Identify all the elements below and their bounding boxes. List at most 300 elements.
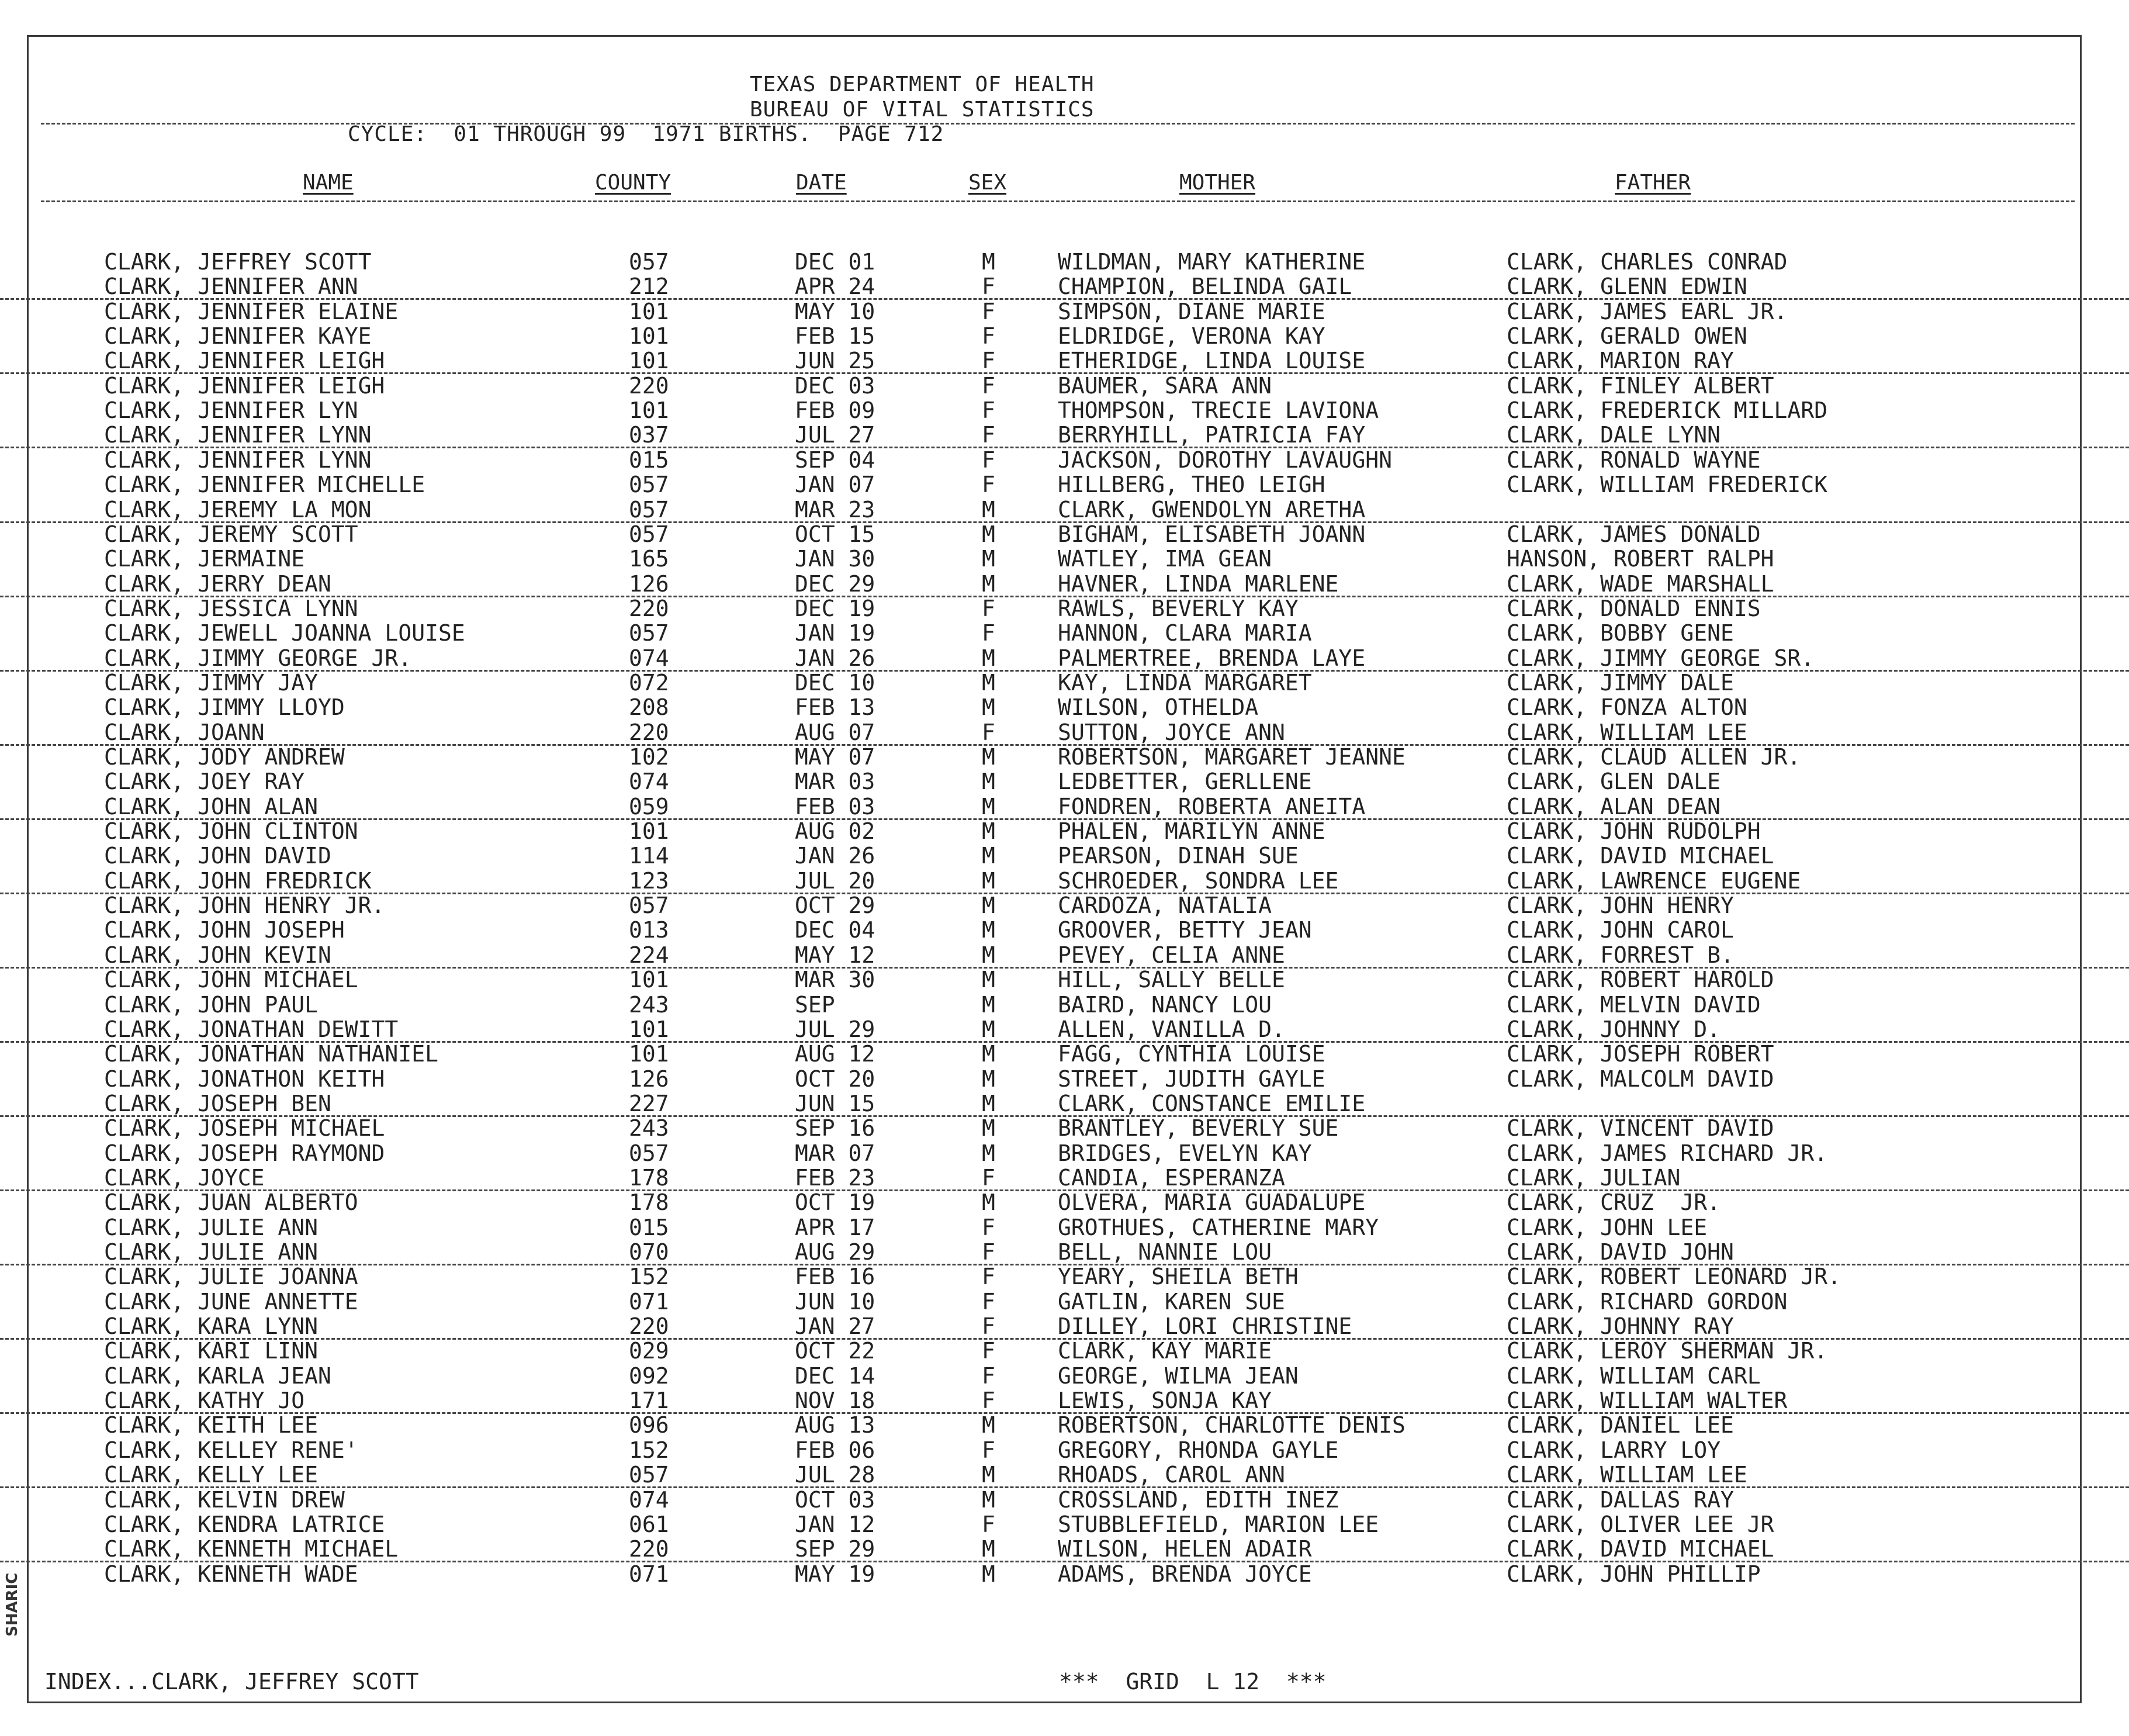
cell-name: CLARK, JENNIFER LYNN — [104, 422, 372, 448]
cell-date: FEB 03 — [795, 794, 875, 819]
cell-mother: CROSSLAND, EDITH INEZ — [1058, 1487, 1339, 1513]
cell-father: CLARK, LARRY LOY — [1507, 1437, 1721, 1463]
table-row — [0, 1066, 2129, 1091]
table-row — [0, 694, 2129, 719]
cell-date: FEB 16 — [795, 1264, 875, 1289]
table-row — [0, 868, 2129, 894]
table-row — [0, 843, 2129, 867]
cell-sex: F — [982, 1165, 995, 1191]
cell-county: 072 — [629, 670, 669, 696]
cell-sex: M — [982, 843, 995, 869]
cell-county: 061 — [629, 1512, 669, 1537]
cell-county: 101 — [629, 1041, 669, 1067]
cell-name: CLARK, JOANN — [104, 720, 265, 745]
cell-father: CLARK, MALCOLM DAVID — [1507, 1066, 1774, 1092]
cell-father: HANSON, ROBERT RALPH — [1507, 546, 1774, 572]
cell-name: CLARK, JOEY RAY — [104, 769, 305, 794]
cell-mother: PALMERTREE, BRENDA LAYE — [1058, 645, 1366, 671]
table-row — [0, 1363, 2129, 1388]
cell-date: MAR 07 — [795, 1140, 875, 1166]
header-rule-2 — [41, 200, 2075, 202]
cell-date: DEC 10 — [795, 670, 875, 696]
cell-county: 220 — [629, 596, 669, 621]
cell-mother: ALLEN, VANILLA D. — [1058, 1016, 1285, 1042]
cell-date: SEP 29 — [795, 1536, 875, 1562]
cell-name: CLARK, JERRY DEAN — [104, 571, 331, 597]
table-row — [0, 720, 2129, 746]
table-row — [0, 596, 2129, 620]
cell-mother: ROBERTSON, CHARLOTTE DENIS — [1058, 1412, 1406, 1438]
cell-father: CLARK, ROBERT LEONARD JR. — [1507, 1264, 1841, 1289]
cell-father: CLARK, JIMMY GEORGE SR. — [1507, 645, 1815, 671]
cell-date: JUN 25 — [795, 348, 875, 374]
cell-father: CLARK, JOHN HENRY — [1507, 893, 1734, 918]
table-row — [0, 1289, 2129, 1313]
cell-name: CLARK, JENNIFER LEIGH — [104, 373, 385, 399]
cell-mother: BELL, NANNIE LOU — [1058, 1239, 1272, 1265]
cell-sex: M — [982, 1115, 995, 1141]
table-row — [0, 1091, 2129, 1117]
cell-sex: M — [982, 967, 995, 993]
cell-father: CLARK, OLIVER LEE JR — [1507, 1512, 1774, 1537]
cell-sex: F — [982, 1388, 995, 1413]
cell-date: MAY 07 — [795, 744, 875, 770]
cell-county: 101 — [629, 348, 669, 374]
table-row — [0, 1462, 2129, 1488]
cell-name: CLARK, JIMMY GEORGE JR. — [104, 645, 412, 671]
table-row — [0, 348, 2129, 374]
cell-name: CLARK, KEITH LEE — [104, 1412, 319, 1438]
cell-sex: F — [982, 596, 995, 621]
cell-father: CLARK, JOSEPH ROBERT — [1507, 1041, 1774, 1067]
col-county: COUNTY — [595, 171, 671, 195]
header-bureau: BUREAU OF VITAL STATISTICS — [750, 98, 1095, 122]
cell-mother: LEWIS, SONJA KAY — [1058, 1388, 1272, 1413]
cell-county: 220 — [629, 373, 669, 399]
cell-father: CLARK, CLAUD ALLEN JR. — [1507, 744, 1801, 770]
cell-name: CLARK, JONATHON KEITH — [104, 1066, 385, 1092]
cell-name: CLARK, JENNIFER ANN — [104, 274, 358, 299]
cell-name: CLARK, JIMMY JAY — [104, 670, 319, 696]
cell-county: 123 — [629, 868, 669, 894]
cell-sex: M — [982, 917, 995, 943]
cell-mother: CANDIA, ESPERANZA — [1058, 1165, 1285, 1191]
cell-father: CLARK, JAMES DONALD — [1507, 521, 1761, 547]
cell-father: CLARK, WILLIAM FREDERICK — [1507, 472, 1828, 497]
footer-grid: *** GRID L 12 *** — [1059, 1669, 1327, 1694]
cell-mother: GEORGE, WILMA JEAN — [1058, 1363, 1299, 1389]
cell-father: CLARK, CHARLES CONRAD — [1507, 249, 1788, 275]
cell-county: 114 — [629, 843, 669, 869]
cell-date: AUG 02 — [795, 818, 875, 844]
cell-name: CLARK, JULIE ANN — [104, 1239, 319, 1265]
table-row — [0, 1165, 2129, 1191]
cell-father: CLARK, LAWRENCE EUGENE — [1507, 868, 1801, 894]
cell-county: 171 — [629, 1388, 669, 1413]
cell-mother: FONDREN, ROBERTA ANEITA — [1058, 794, 1366, 819]
cell-sex: M — [982, 571, 995, 597]
cell-sex: F — [982, 348, 995, 374]
table-row — [0, 497, 2129, 523]
cell-mother: GROOVER, BETTY JEAN — [1058, 917, 1312, 943]
cell-sex: F — [982, 1363, 995, 1389]
table-row — [0, 1239, 2129, 1265]
cell-name: CLARK, KARLA JEAN — [104, 1363, 331, 1389]
cell-date: DEC 29 — [795, 571, 875, 597]
cell-name: CLARK, KENDRA LATRICE — [104, 1512, 385, 1537]
cell-name: CLARK, JENNIFER MICHELLE — [104, 472, 425, 497]
cell-date: MAR 30 — [795, 967, 875, 993]
cell-date: AUG 12 — [795, 1041, 875, 1067]
cell-date: DEC 03 — [795, 373, 875, 399]
cell-county: 126 — [629, 1066, 669, 1092]
table-row — [0, 1264, 2129, 1288]
table-row — [0, 1313, 2129, 1340]
cell-sex: M — [982, 893, 995, 918]
cell-county: 101 — [629, 967, 669, 993]
cell-sex: M — [982, 942, 995, 968]
table-row — [0, 299, 2129, 323]
cell-sex: M — [982, 694, 995, 720]
cell-name: CLARK, JENNIFER LEIGH — [104, 348, 385, 374]
cell-name: CLARK, JOSEPH BEN — [104, 1091, 331, 1116]
table-row — [0, 1215, 2129, 1239]
cell-name: CLARK, KATHY JO — [104, 1388, 305, 1413]
cell-sex: M — [982, 1412, 995, 1438]
cell-sex: M — [982, 645, 995, 671]
cell-sex: F — [982, 1264, 995, 1289]
cell-date: JUL 27 — [795, 422, 875, 448]
cell-name: CLARK, JONATHAN DEWITT — [104, 1016, 399, 1042]
header-agency: TEXAS DEPARTMENT OF HEALTH — [750, 72, 1095, 96]
cell-mother: STREET, JUDITH GAYLE — [1058, 1066, 1325, 1092]
cell-mother: PHALEN, MARILYN ANNE — [1058, 818, 1325, 844]
table-row — [0, 422, 2129, 448]
cell-sex: F — [982, 397, 995, 423]
cell-sex: M — [982, 818, 995, 844]
cell-sex: F — [982, 274, 995, 299]
cell-mother: THOMPSON, TRECIE LAVIONA — [1058, 397, 1379, 423]
cell-mother: KAY, LINDA MARGARET — [1058, 670, 1312, 696]
cell-sex: M — [982, 1041, 995, 1067]
cell-name: CLARK, JONATHAN NATHANIEL — [104, 1041, 438, 1067]
cell-date: DEC 14 — [795, 1363, 875, 1389]
cell-sex: M — [982, 497, 995, 523]
table-row — [0, 744, 2129, 769]
cell-mother: STUBBLEFIELD, MARION LEE — [1058, 1512, 1379, 1537]
cell-mother: YEARY, SHEILA BETH — [1058, 1264, 1299, 1289]
col-name: NAME — [303, 171, 354, 195]
cell-county: 096 — [629, 1412, 669, 1438]
cell-mother: JACKSON, DOROTHY LAVAUGHN — [1058, 447, 1392, 473]
cell-county: 057 — [629, 497, 669, 523]
cell-name: CLARK, KELVIN DREW — [104, 1487, 345, 1513]
cell-county: 057 — [629, 472, 669, 497]
cell-name: CLARK, JOHN CLINTON — [104, 818, 358, 844]
cell-date: NOV 18 — [795, 1388, 875, 1413]
table-row — [0, 249, 2129, 274]
cell-father: CLARK, WILLIAM CARL — [1507, 1363, 1761, 1389]
cell-county: 057 — [629, 620, 669, 646]
table-row — [0, 274, 2129, 300]
cell-name: CLARK, JOHN DAVID — [104, 843, 331, 869]
table-row — [0, 1388, 2129, 1414]
cell-mother: CHAMPION, BELINDA GAIL — [1058, 274, 1352, 299]
cell-name: CLARK, JOHN HENRY JR. — [104, 893, 385, 918]
cell-father: CLARK, FONZA ALTON — [1507, 694, 1747, 720]
table-row — [0, 1016, 2129, 1043]
cell-father: CLARK, DANIEL LEE — [1507, 1412, 1734, 1438]
table-row — [0, 1115, 2129, 1140]
cell-date: OCT 22 — [795, 1338, 875, 1364]
cell-date: MAY 19 — [795, 1561, 875, 1587]
cell-sex: F — [982, 1215, 995, 1240]
cell-date: JAN 07 — [795, 472, 875, 497]
cell-county: 071 — [629, 1289, 669, 1315]
cell-name: CLARK, JUNE ANNETTE — [104, 1289, 358, 1315]
cell-sex: F — [982, 620, 995, 646]
table-row — [0, 992, 2129, 1016]
cell-date: SEP — [795, 992, 835, 1018]
cell-sex: M — [982, 794, 995, 819]
cell-father: CLARK, FINLEY ALBERT — [1507, 373, 1774, 399]
cell-mother: ADAMS, BRENDA JOYCE — [1058, 1561, 1312, 1587]
cell-date: DEC 04 — [795, 917, 875, 943]
cell-father: CLARK, JOHN RUDOLPH — [1507, 818, 1761, 844]
cell-sex: M — [982, 1091, 995, 1116]
cell-date: OCT 15 — [795, 521, 875, 547]
cell-date: APR 24 — [795, 274, 875, 299]
cell-mother: SCHROEDER, SONDRA LEE — [1058, 868, 1339, 894]
cell-father: CLARK, DAVID MICHAEL — [1507, 843, 1774, 869]
cell-date: JAN 26 — [795, 645, 875, 671]
cell-father: CLARK, ROBERT HAROLD — [1507, 967, 1774, 993]
cell-name: CLARK, JOHN FREDRICK — [104, 868, 372, 894]
cell-name: CLARK, JOHN ALAN — [104, 794, 319, 819]
cell-date: FEB 06 — [795, 1437, 875, 1463]
cell-sex: F — [982, 323, 995, 349]
cell-father: CLARK, MARION RAY — [1507, 348, 1734, 374]
cell-father: CLARK, JOHNNY RAY — [1507, 1313, 1734, 1339]
cell-sex: F — [982, 1313, 995, 1339]
cell-county: 220 — [629, 1536, 669, 1562]
cell-name: CLARK, KENNETH WADE — [104, 1561, 358, 1587]
cell-county: 015 — [629, 447, 669, 473]
cell-name: CLARK, JOHN KEVIN — [104, 942, 331, 968]
table-row — [0, 645, 2129, 672]
cell-mother: RAWLS, BEVERLY KAY — [1058, 596, 1299, 621]
cell-name: CLARK, KARI LINN — [104, 1338, 319, 1364]
cell-mother: RHOADS, CAROL ANN — [1058, 1462, 1285, 1488]
cell-date: FEB 09 — [795, 397, 875, 423]
cell-date: OCT 03 — [795, 1487, 875, 1513]
col-date: DATE — [796, 171, 847, 195]
cell-county: 212 — [629, 274, 669, 299]
cell-name: CLARK, JENNIFER KAYE — [104, 323, 372, 349]
cell-date: MAY 10 — [795, 299, 875, 324]
col-father: FATHER — [1615, 171, 1691, 195]
cell-sex: M — [982, 249, 995, 275]
cell-father: CLARK, FORREST B. — [1507, 942, 1734, 968]
cell-county: 220 — [629, 720, 669, 745]
cell-name: CLARK, KARA LYNN — [104, 1313, 319, 1339]
cell-name: CLARK, JOYCE — [104, 1165, 265, 1191]
cell-father: CLARK, MELVIN DAVID — [1507, 992, 1761, 1018]
cell-mother: BRANTLEY, BEVERLY SUE — [1058, 1115, 1339, 1141]
cell-mother: WILSON, OTHELDA — [1058, 694, 1259, 720]
cell-name: CLARK, JENNIFER LYN — [104, 397, 358, 423]
cell-date: SEP 04 — [795, 447, 875, 473]
cell-name: CLARK, JEWELL JOANNA LOUISE — [104, 620, 465, 646]
cell-mother: HILLBERG, THEO LEIGH — [1058, 472, 1325, 497]
cell-father: CLARK, RONALD WAYNE — [1507, 447, 1761, 473]
cell-name: CLARK, JEFFREY SCOTT — [104, 249, 372, 275]
cell-name: CLARK, JEREMY LA MON — [104, 497, 372, 523]
cell-father: CLARK, JOHNNY D. — [1507, 1016, 1721, 1042]
cell-mother: HANNON, CLARA MARIA — [1058, 620, 1312, 646]
cell-sex: F — [982, 720, 995, 745]
cell-county: 057 — [629, 249, 669, 275]
cell-date: JUN 10 — [795, 1289, 875, 1315]
cell-father: CLARK, JULIAN — [1507, 1165, 1681, 1191]
table-row — [0, 571, 2129, 597]
cell-mother: HILL, SALLY BELLE — [1058, 967, 1285, 993]
cell-father: CLARK, JOHN LEE — [1507, 1215, 1708, 1240]
cell-sex: M — [982, 1066, 995, 1092]
table-row — [0, 472, 2129, 496]
cell-father: CLARK, JAMES RICHARD JR. — [1507, 1140, 1828, 1166]
cell-date: JAN 26 — [795, 843, 875, 869]
cell-county: 057 — [629, 1140, 669, 1166]
table-row — [0, 521, 2129, 546]
cell-father: CLARK, WADE MARSHALL — [1507, 571, 1774, 597]
cell-date: FEB 13 — [795, 694, 875, 720]
cell-county: 074 — [629, 1487, 669, 1513]
table-row — [0, 967, 2129, 991]
cell-mother: SUTTON, JOYCE ANN — [1058, 720, 1285, 745]
cell-county: 224 — [629, 942, 669, 968]
cell-county: 243 — [629, 992, 669, 1018]
cell-county: 057 — [629, 521, 669, 547]
table-row — [0, 1412, 2129, 1437]
cell-date: JAN 30 — [795, 546, 875, 572]
cell-father: CLARK, ALAN DEAN — [1507, 794, 1721, 819]
cell-sex: F — [982, 447, 995, 473]
cell-county: 092 — [629, 1363, 669, 1389]
cell-mother: OLVERA, MARIA GUADALUPE — [1058, 1189, 1366, 1215]
cell-county: 070 — [629, 1239, 669, 1265]
cell-mother: GATLIN, KAREN SUE — [1058, 1289, 1285, 1315]
cell-sex: F — [982, 472, 995, 497]
table-row — [0, 323, 2129, 348]
cell-date: MAR 03 — [795, 769, 875, 794]
cell-father: CLARK, JOHN PHILLIP — [1507, 1561, 1761, 1587]
cell-name: CLARK, JOSEPH MICHAEL — [104, 1115, 385, 1141]
cell-date: FEB 15 — [795, 323, 875, 349]
table-row — [0, 769, 2129, 793]
cell-sex: M — [982, 670, 995, 696]
table-row — [0, 1140, 2129, 1165]
cell-name: CLARK, JESSICA LYNN — [104, 596, 358, 621]
cell-mother: BAIRD, NANCY LOU — [1058, 992, 1272, 1018]
table-row — [0, 620, 2129, 645]
cell-father: CLARK, GLEN DALE — [1507, 769, 1721, 794]
cell-name: CLARK, KELLEY RENE' — [104, 1437, 358, 1463]
cell-father: CLARK, DALE LYNN — [1507, 422, 1721, 448]
table-row — [0, 1536, 2129, 1562]
cell-sex: M — [982, 1462, 995, 1488]
table-row — [0, 794, 2129, 820]
cell-county: 074 — [629, 645, 669, 671]
cell-sex: F — [982, 1338, 995, 1364]
cell-county: 243 — [629, 1115, 669, 1141]
cell-county: 102 — [629, 744, 669, 770]
cell-date: JAN 27 — [795, 1313, 875, 1339]
table-row — [0, 917, 2129, 942]
cell-date: FEB 23 — [795, 1165, 875, 1191]
cell-mother: BAUMER, SARA ANN — [1058, 373, 1272, 399]
cell-county: 057 — [629, 893, 669, 918]
cell-county: 178 — [629, 1165, 669, 1191]
cell-father: CLARK, DAVID JOHN — [1507, 1239, 1734, 1265]
table-row — [0, 670, 2129, 694]
cell-county: 029 — [629, 1338, 669, 1364]
cell-date: DEC 19 — [795, 596, 875, 621]
cell-mother: FAGG, CYNTHIA LOUISE — [1058, 1041, 1325, 1067]
cell-county: 227 — [629, 1091, 669, 1116]
cell-name: CLARK, KELLY LEE — [104, 1462, 319, 1488]
col-sex: SEX — [968, 171, 1007, 195]
cell-mother: BERRYHILL, PATRICIA FAY — [1058, 422, 1366, 448]
cell-date: AUG 29 — [795, 1239, 875, 1265]
table-row — [0, 1437, 2129, 1462]
col-mother: MOTHER — [1179, 171, 1256, 195]
cell-county: 165 — [629, 546, 669, 572]
cell-mother: ROBERTSON, MARGARET JEANNE — [1058, 744, 1406, 770]
table-row — [0, 447, 2129, 472]
cell-county: 101 — [629, 323, 669, 349]
cell-date: DEC 01 — [795, 249, 875, 275]
cell-sex: F — [982, 1512, 995, 1537]
cell-father: CLARK, FREDERICK MILLARD — [1507, 397, 1828, 423]
cell-mother: DILLEY, LORI CHRISTINE — [1058, 1313, 1352, 1339]
cell-name: CLARK, JENNIFER LYNN — [104, 447, 372, 473]
cell-sex: M — [982, 1561, 995, 1587]
cell-name: CLARK, JIMMY LLOYD — [104, 694, 345, 720]
cell-name: CLARK, JULIE ANN — [104, 1215, 319, 1240]
cell-mother: ETHERIDGE, LINDA LOUISE — [1058, 348, 1366, 374]
cell-mother: WATLEY, IMA GEAN — [1058, 546, 1272, 572]
cell-date: JUL 28 — [795, 1462, 875, 1488]
table-row — [0, 1487, 2129, 1512]
cell-mother: BRIDGES, EVELYN KAY — [1058, 1140, 1312, 1166]
cell-sex: F — [982, 422, 995, 448]
cell-county: 101 — [629, 397, 669, 423]
cell-date: JUL 20 — [795, 868, 875, 894]
cell-father: CLARK, WILLIAM WALTER — [1507, 1388, 1788, 1413]
cell-mother: PEVEY, CELIA ANNE — [1058, 942, 1285, 968]
header-cycle: CYCLE: 01 THROUGH 99 1971 BIRTHS. PAGE 712 — [348, 122, 944, 146]
table-row — [0, 546, 2129, 570]
cell-name: CLARK, JOHN PAUL — [104, 992, 319, 1018]
cell-sex: M — [982, 521, 995, 547]
cell-sex: M — [982, 992, 995, 1018]
cell-county: 208 — [629, 694, 669, 720]
cell-mother: CARDOZA, NATALIA — [1058, 893, 1272, 918]
table-row — [0, 1512, 2129, 1536]
cell-county: 101 — [629, 299, 669, 324]
cell-county: 101 — [629, 818, 669, 844]
